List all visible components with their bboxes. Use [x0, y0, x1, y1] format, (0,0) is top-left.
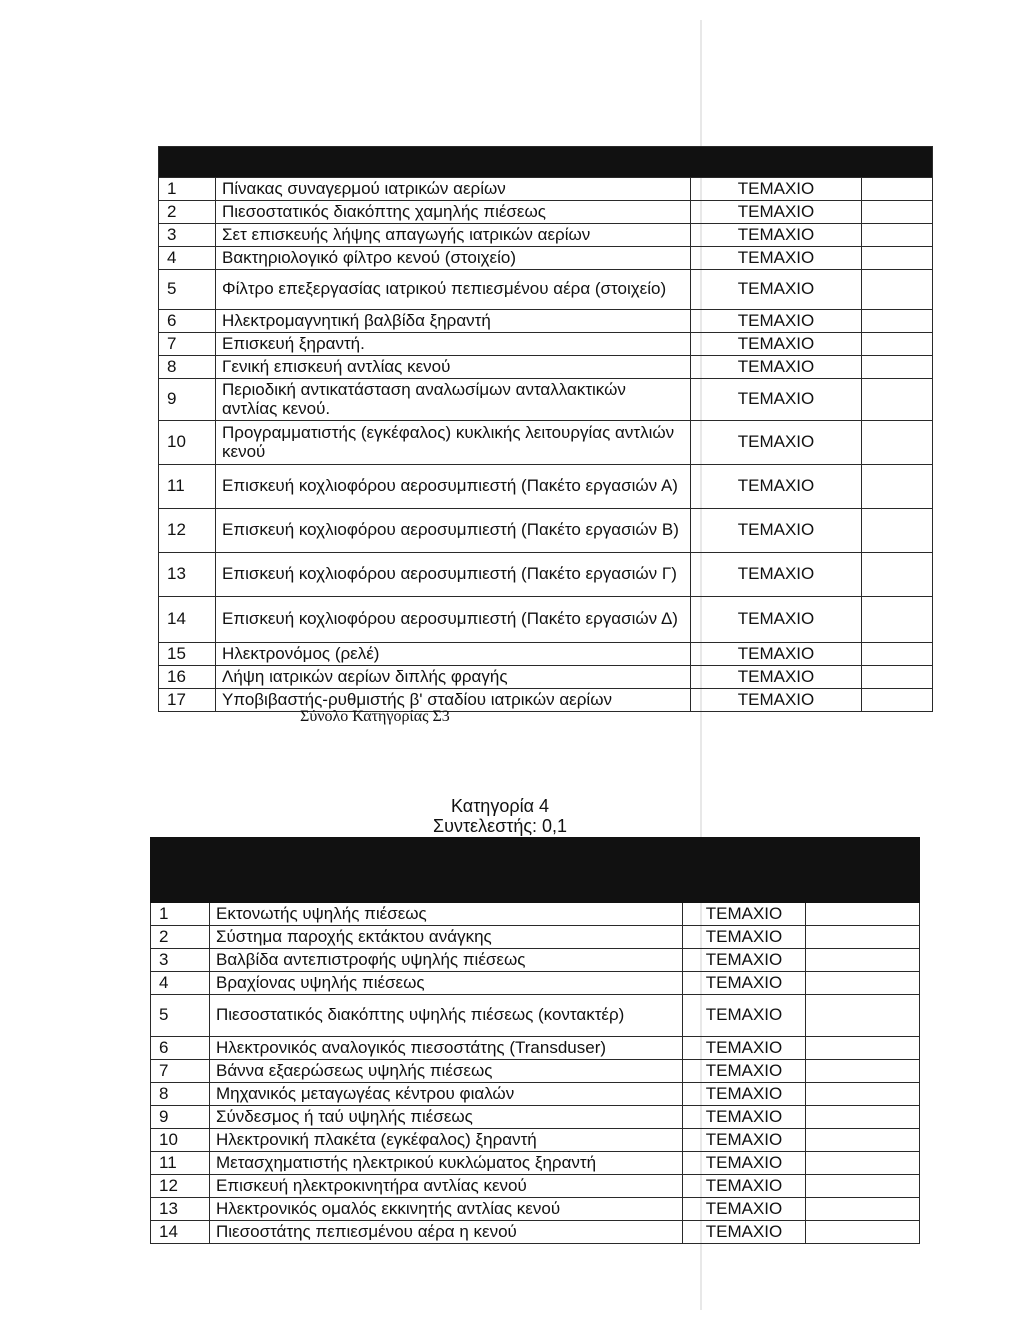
row-price-cell: [806, 926, 920, 949]
row-number: 12: [151, 1175, 210, 1198]
row-description: Ηλεκτρομαγνητική βαλβίδα ξηραντή: [216, 310, 691, 333]
table-header-bar: [151, 838, 920, 903]
table-row: [159, 689, 933, 712]
row-number: 13: [159, 553, 216, 597]
table-row: [151, 1037, 920, 1060]
table-row: [151, 972, 920, 995]
row-unit: ΤΕΜΑΧΙΟ: [691, 689, 862, 712]
row-unit: ΤΕΜΑΧΙΟ: [691, 356, 862, 379]
row-number: 3: [151, 949, 210, 972]
row-price-cell: [806, 995, 920, 1037]
row-unit: ΤΕΜΑΧΙΟ: [683, 1129, 806, 1152]
table-row: [159, 310, 933, 333]
table-row: [159, 224, 933, 247]
row-price-cell: [806, 972, 920, 995]
row-unit: ΤΕΜΑΧΙΟ: [683, 1083, 806, 1106]
row-unit: ΤΕΜΑΧΙΟ: [683, 903, 806, 926]
row-description: Πιεσοστατικός διακόπτης χαμηλής πιέσεως: [216, 201, 691, 224]
row-price-cell: [806, 1129, 920, 1152]
table-row: [151, 1175, 920, 1198]
table-row: [159, 333, 933, 356]
table-row: [159, 356, 933, 379]
table-row: [151, 1060, 920, 1083]
row-unit: ΤΕΜΑΧΙΟ: [691, 666, 862, 689]
row-price-cell: [862, 201, 933, 224]
row-number: 8: [151, 1083, 210, 1106]
row-description: Επισκευή κοχλιοφόρου αεροσυμπιεστή (Πακέτο εργασιών Γ): [216, 553, 691, 597]
row-price-cell: [862, 379, 933, 421]
table-row: [151, 903, 920, 926]
row-description: Μηχανικός μεταγωγέας κέντρου φιαλών: [210, 1083, 683, 1106]
table-row: [159, 643, 933, 666]
row-unit: ΤΕΜΑΧΙΟ: [683, 1037, 806, 1060]
row-number: 1: [159, 178, 216, 201]
row-unit: ΤΕΜΑΧΙΟ: [683, 995, 806, 1037]
row-price-cell: [862, 509, 933, 553]
row-number: 9: [151, 1106, 210, 1129]
table-row: [151, 995, 920, 1037]
row-number: 15: [159, 643, 216, 666]
row-number: 17: [159, 689, 216, 712]
row-price-cell: [862, 310, 933, 333]
row-number: 4: [151, 972, 210, 995]
row-number: 10: [159, 421, 216, 465]
row-unit: ΤΕΜΑΧΙΟ: [683, 949, 806, 972]
category4-title: Κατηγορία 4: [451, 796, 549, 816]
row-description: Ηλεκτρονική πλακέτα (εγκέφαλος) ξηραντή: [210, 1129, 683, 1152]
row-number: 1: [151, 903, 210, 926]
row-description: Σετ επισκευής λήψης απαγωγής ιατρικών αερίων: [216, 224, 691, 247]
row-price-cell: [862, 597, 933, 643]
row-description: Ηλεκτρονικός ομαλός εκκινητής αντλίας κενού: [210, 1198, 683, 1221]
table-row: [159, 247, 933, 270]
table-row: [151, 1198, 920, 1221]
row-unit: ΤΕΜΑΧΙΟ: [683, 1106, 806, 1129]
row-price-cell: [862, 333, 933, 356]
row-price-cell: [862, 666, 933, 689]
row-description: Ηλεκτρονικός αναλογικός πιεσοστάτης (Transduser): [210, 1037, 683, 1060]
header-blackout: [159, 147, 933, 178]
row-unit: ΤΕΜΑΧΙΟ: [691, 465, 862, 509]
table-row: [151, 1106, 920, 1129]
row-number: 5: [151, 995, 210, 1037]
header-blackout: [151, 838, 920, 903]
row-description: Σύνδεσμος ή ταύ υψηλής πιέσεως: [210, 1106, 683, 1129]
row-unit: ΤΕΜΑΧΙΟ: [683, 926, 806, 949]
row-description: Πίνακας συναγερμού ιατρικών αερίων: [216, 178, 691, 201]
row-number: 3: [159, 224, 216, 247]
category3-table: [158, 146, 933, 712]
row-price-cell: [862, 178, 933, 201]
row-unit: ΤΕΜΑΧΙΟ: [683, 1152, 806, 1175]
table-row: [159, 201, 933, 224]
row-price-cell: [862, 270, 933, 310]
category4-coefficient: Συντελεστής: 0,1: [432, 816, 568, 836]
row-price-cell: [806, 949, 920, 972]
row-description: Περιοδική αντικατάσταση αναλωσίμων ανταλλακτικών αντλίας κενού.: [216, 379, 691, 421]
row-price-cell: [862, 247, 933, 270]
table-row: [159, 421, 933, 465]
row-number: 4: [159, 247, 216, 270]
row-number: 6: [151, 1037, 210, 1060]
row-price-cell: [806, 1083, 920, 1106]
row-unit: ΤΕΜΑΧΙΟ: [691, 333, 862, 356]
row-description: Φίλτρο επεξεργασίας ιατρικού πεπιεσμένου αέρα (στοιχείο): [216, 270, 691, 310]
row-description: Επισκευή κοχλιοφόρου αεροσυμπιεστή (Πακέτο εργασιών Δ): [216, 597, 691, 643]
table-row: [151, 1221, 920, 1244]
row-unit: ΤΕΜΑΧΙΟ: [691, 178, 862, 201]
row-price-cell: [806, 1198, 920, 1221]
table-row: [151, 1083, 920, 1106]
row-unit: ΤΕΜΑΧΙΟ: [691, 553, 862, 597]
table-row: [159, 270, 933, 310]
row-price-cell: [806, 1037, 920, 1060]
row-unit: ΤΕΜΑΧΙΟ: [683, 1175, 806, 1198]
row-number: 13: [151, 1198, 210, 1221]
row-number: 2: [159, 201, 216, 224]
table-row: [159, 178, 933, 201]
row-description: Επισκευή ξηραντή.: [216, 333, 691, 356]
row-price-cell: [806, 1221, 920, 1244]
row-price-cell: [806, 1060, 920, 1083]
row-number: 5: [159, 270, 216, 310]
row-description: Σύστημα παροχής εκτάκτου ανάγκης: [210, 926, 683, 949]
row-unit: ΤΕΜΑΧΙΟ: [683, 972, 806, 995]
row-unit: ΤΕΜΑΧΙΟ: [683, 1221, 806, 1244]
row-number: 11: [159, 465, 216, 509]
row-unit: ΤΕΜΑΧΙΟ: [691, 201, 862, 224]
table-row: [151, 1129, 920, 1152]
row-description: Επισκευή κοχλιοφόρου αεροσυμπιεστή (Πακέτο εργασιών Α): [216, 465, 691, 509]
row-unit: ΤΕΜΑΧΙΟ: [691, 643, 862, 666]
row-price-cell: [862, 643, 933, 666]
row-description: Εκτονωτής υψηλής πιέσεως: [210, 903, 683, 926]
category3-total-label: Σύνολο Κατηγορίας Σ3: [300, 708, 450, 725]
row-number: 9: [159, 379, 216, 421]
row-unit: ΤΕΜΑΧΙΟ: [683, 1060, 806, 1083]
row-number: 12: [159, 509, 216, 553]
row-price-cell: [806, 1152, 920, 1175]
row-unit: ΤΕΜΑΧΙΟ: [683, 1198, 806, 1221]
row-description: Πιεσοστατικός διακόπτης υψηλής πιέσεως (κοντακτέρ): [210, 995, 683, 1037]
row-description: Επισκευή κοχλιοφόρου αεροσυμπιεστή (Πακέτο εργασιών Β): [216, 509, 691, 553]
row-description: Βάννα εξαερώσεως υψηλής πιέσεως: [210, 1060, 683, 1083]
row-unit: ΤΕΜΑΧΙΟ: [691, 247, 862, 270]
row-number: 6: [159, 310, 216, 333]
table-row: [151, 926, 920, 949]
row-number: 7: [151, 1060, 210, 1083]
row-price-cell: [862, 356, 933, 379]
row-price-cell: [862, 553, 933, 597]
row-description: Πιεσοστάτης πεπιεσμένου αέρα η κενού: [210, 1221, 683, 1244]
row-unit: ΤΕΜΑΧΙΟ: [691, 509, 862, 553]
row-price-cell: [806, 903, 920, 926]
row-number: 8: [159, 356, 216, 379]
row-number: 10: [151, 1129, 210, 1152]
row-description: Μετασχηματιστής ηλεκτρικού κυκλώματος ξηραντή: [210, 1152, 683, 1175]
row-description: Επισκευή ηλεκτροκινητήρα αντλίας κενού: [210, 1175, 683, 1198]
row-description: Προγραμματιστής (εγκέφαλος) κυκλικής λειτουργίας αντλιών κενού: [216, 421, 691, 465]
row-unit: ΤΕΜΑΧΙΟ: [691, 224, 862, 247]
row-description: Ηλεκτρονόμος (ρελέ): [216, 643, 691, 666]
table-row: [159, 553, 933, 597]
row-description: Βακτηριολογικό φίλτρο κενού (στοιχείο): [216, 247, 691, 270]
row-unit: ΤΕΜΑΧΙΟ: [691, 597, 862, 643]
table-row: [159, 597, 933, 643]
row-number: 14: [151, 1221, 210, 1244]
row-description: Γενική επισκευή αντλίας κενού: [216, 356, 691, 379]
row-price-cell: [862, 224, 933, 247]
row-price-cell: [862, 689, 933, 712]
row-number: 7: [159, 333, 216, 356]
row-number: 2: [151, 926, 210, 949]
row-price-cell: [806, 1175, 920, 1198]
table-row: [159, 509, 933, 553]
row-description: Λήψη ιατρικών αερίων διπλής φραγής: [216, 666, 691, 689]
row-unit: ΤΕΜΑΧΙΟ: [691, 421, 862, 465]
row-description: Βαλβίδα αντεπιστροφής υψηλής πιέσεως: [210, 949, 683, 972]
row-unit: ΤΕΜΑΧΙΟ: [691, 270, 862, 310]
row-number: 14: [159, 597, 216, 643]
category4-table: [150, 837, 920, 1244]
row-price-cell: [862, 465, 933, 509]
row-number: 11: [151, 1152, 210, 1175]
table-row: [159, 379, 933, 421]
table-header-bar: [159, 147, 933, 178]
row-number: 16: [159, 666, 216, 689]
row-unit: ΤΕΜΑΧΙΟ: [691, 379, 862, 421]
table-row: [159, 666, 933, 689]
row-description: Υποβιβαστής-ρυθμιστής β' σταδίου ιατρικών αερίων: [216, 689, 691, 712]
table-row: [151, 1152, 920, 1175]
row-unit: ΤΕΜΑΧΙΟ: [691, 310, 862, 333]
row-price-cell: [862, 421, 933, 465]
table-row: [159, 465, 933, 509]
row-price-cell: [806, 1106, 920, 1129]
row-description: Βραχίονας υψηλής πιέσεως: [210, 972, 683, 995]
table-row: [151, 949, 920, 972]
